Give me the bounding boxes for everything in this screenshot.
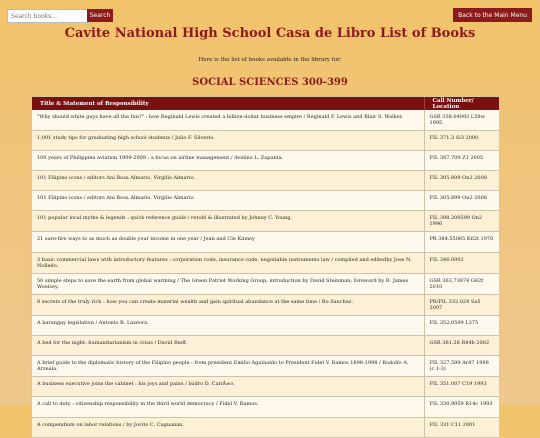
search-button[interactable]: Search	[87, 9, 113, 22]
call-number-cell: GSR 363.73874 G82f 2010	[424, 274, 499, 295]
table-row	[32, 253, 499, 274]
table-row	[32, 191, 499, 211]
page-title: Cavite National High School Casa de Libro List of Books	[64, 26, 476, 41]
book-title-cell: 3 basic commercial laws with introductory features : corporation code, insurance code, negotiable instruments law / compiled and editedby Jose N. Nolledo.	[32, 253, 424, 274]
call-number-cell: FIL 398.209599 On2 1996	[424, 211, 499, 232]
books-table-container	[31, 96, 500, 428]
call-number-cell: FIL 346.0902	[424, 253, 499, 274]
call-number-cell: PR 384.55065 K62t 1970	[424, 232, 499, 253]
top-bar	[0, 0, 540, 28]
table-row	[32, 377, 499, 397]
column-header-call-number: Call Number/ Location	[424, 97, 499, 110]
call-number-cell: FIL 387.709 Z1 2005	[424, 151, 499, 171]
table-row	[32, 110, 499, 131]
book-title-cell: A bed for the night: humanitarianism in crisis / David Rieff.	[32, 336, 424, 356]
book-title-cell: "Why should white guys have all the fun?" : how Reginald Lewis created a billion-dollar business empire / Reginald F. Lewis and Blair S. Walker.	[32, 110, 424, 131]
table-row	[32, 274, 499, 295]
table-row	[32, 211, 499, 232]
table-row	[32, 316, 499, 336]
table-header-row	[32, 97, 499, 110]
table-row	[32, 232, 499, 253]
table-row	[32, 131, 499, 151]
call-number-cell: FIL 371.3 Si3 2000	[424, 131, 499, 151]
table-row	[32, 397, 499, 418]
column-header-title: Title & Statement of Responsibility	[32, 97, 424, 110]
book-title-cell: A call to duty : citizenship responsibility in the third world democracy / Fidel V. Ramos.	[32, 397, 424, 418]
book-title-cell: A compendium on labor relations / by Jovito C. Caguanan.	[32, 418, 424, 438]
book-title-cell: A brief guide to the diplomatic history of the Filipino people : from president Emilio Aguinaldo to President Fidel V. Ramos 1898-1998 / Rodolfo A. Arzeala.	[32, 356, 424, 377]
book-title-cell: A business executive joins the cabinet : his joys and pains / Isidro D. CariÃ±o.	[32, 377, 424, 397]
book-title-cell: 100 years of Philippine aviation 1909-2009 : a focus on airline management / Avelino L. Zapanta.	[32, 151, 424, 171]
book-title-cell: 21 sure-fire ways to as much as double your income in one year / Jean and Cle Kinney	[32, 232, 424, 253]
call-number-cell: FIL 327.599 Ar47 1998 (c.1-3)	[424, 356, 499, 377]
book-title-cell: 8 secrets of the truly rich : how you can create material wealth and gain spiritual abundance at the same time / Bo Sanchez.	[32, 295, 424, 316]
call-number-cell: FIL 330.9959 R14c 1993	[424, 397, 499, 418]
books-table	[32, 97, 499, 438]
table-row	[32, 336, 499, 356]
call-number-cell: FIL 305.899 On2 2008	[424, 191, 499, 211]
book-title-cell: 101 Filipino icons / editors Ani Rosa Almario, Virgilio Almario.	[32, 171, 424, 191]
call-number-cell: GSR 361.26 R44b 2002	[424, 336, 499, 356]
call-number-cell: FIL 351.007 C19 1993	[424, 377, 499, 397]
table-row	[32, 171, 499, 191]
call-number-cell: GSR 338.04092 L58w 1995	[424, 110, 499, 131]
intro-text: Here is the list of books available in the library for:	[198, 57, 342, 63]
book-title-cell: A barangay legislation / Antonio R. Lazeora.	[32, 316, 424, 336]
book-title-cell: 101 popular local myths & legends : quick reference guide / retold & illustrated by Johnny C. Young.	[32, 211, 424, 232]
table-row	[32, 151, 499, 171]
call-number-cell: FIL 331 C11 2001	[424, 418, 499, 438]
search-input[interactable]	[7, 9, 91, 23]
section-heading: SOCIAL SCIENCES 300-399	[192, 77, 348, 88]
back-to-main-menu-button[interactable]: Back to the Main Menu	[453, 8, 532, 22]
call-number-cell: FIL 352.0599 L375	[424, 316, 499, 336]
table-row	[32, 418, 499, 438]
call-number-cell: FIL 305.899 On2 2008	[424, 171, 499, 191]
call-number-cell: PR/FIL 332.024 Sa5 2007	[424, 295, 499, 316]
book-title-cell: 1,001 study tips for graduating high school students / Julio F. Silverio.	[32, 131, 424, 151]
book-title-cell: 50 simple steps to save the earth from global warming / The Green Patriot Working Group; introduction by David Steinman; foreword by R. James Woolsey.	[32, 274, 424, 295]
table-row	[32, 295, 499, 316]
book-title-cell: 101 Filipino icons / editors Ani Rosa Almario, Virgilio Almario.	[32, 191, 424, 211]
table-row	[32, 356, 499, 377]
